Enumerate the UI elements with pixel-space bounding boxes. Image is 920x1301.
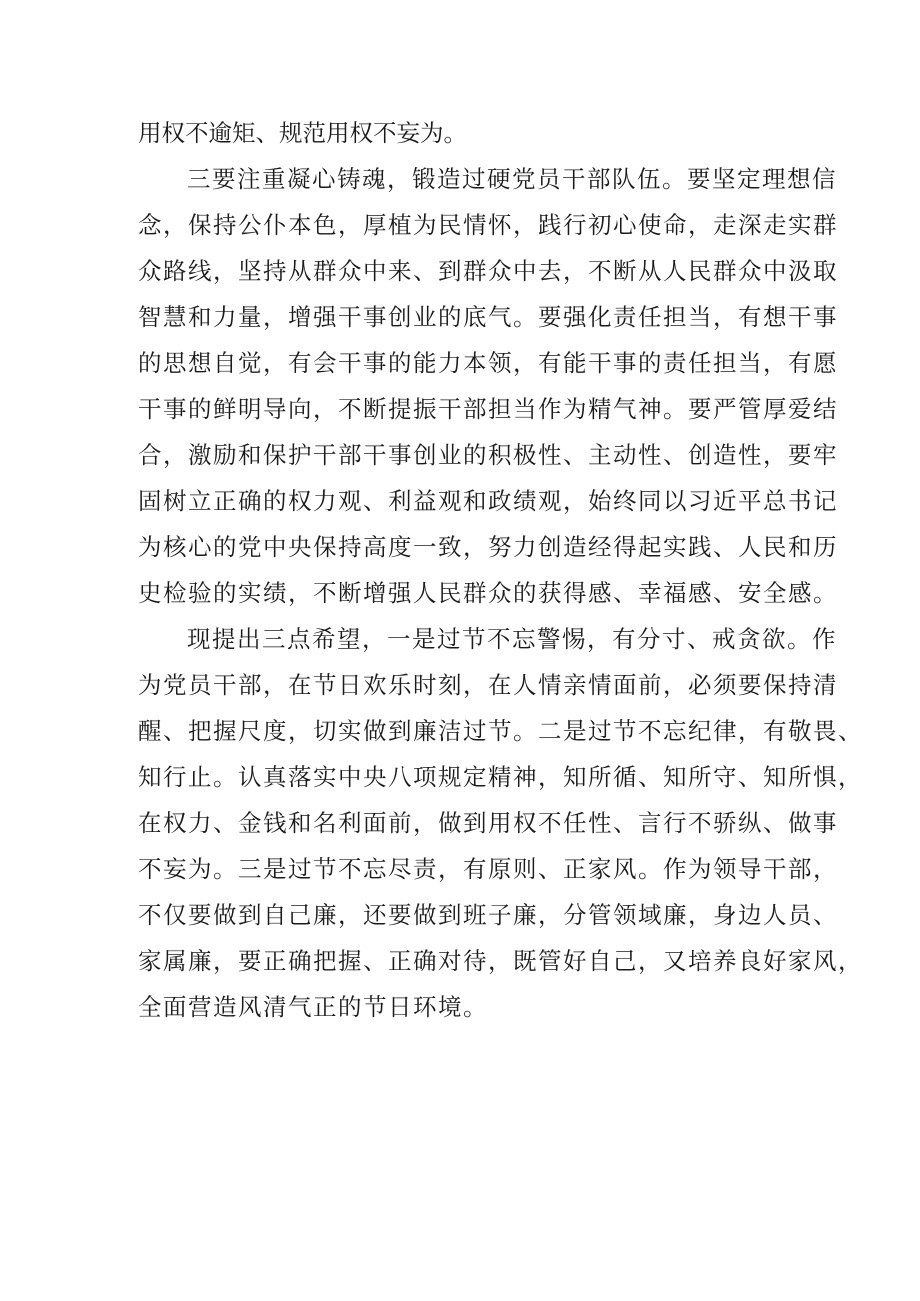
text-line — [0, 801, 920, 845]
line-text: 为核心的党中央保持高度一致，努力创造经得起实践、人民和历 — [138, 533, 838, 561]
line-text: 史检验的实绩，不断增强人民群众的获得感、幸福感、安全感。 — [138, 579, 838, 607]
text-line — [0, 663, 920, 707]
text-line — [0, 479, 920, 523]
line-text: 智慧和力量，增强干事创业的底气。要强化责任担当，有想干事 — [138, 303, 838, 331]
line-text: 为党员干部，在节日欢乐时刻，在人情亲情面前，必须要保持清 — [138, 671, 838, 699]
line-text: 不妄为。三是过节不忘尽责，有原则、正家风。作为领导干部， — [138, 855, 838, 883]
text-line — [0, 341, 920, 385]
text-line — [0, 525, 920, 569]
line-text: 用权不逾矩、规范用权不妄为。 — [138, 119, 467, 147]
text-line — [0, 571, 920, 615]
line-text: 在权力、金钱和名利面前，做到用权不任性、言行不骄纵、做事 — [138, 809, 838, 837]
text-line — [0, 387, 920, 431]
line-text: 三要注重凝心铸魂，锻造过硬党员干部队伍。要坚定理想信 — [187, 165, 837, 193]
text-line — [0, 617, 920, 661]
text-line — [0, 755, 920, 799]
line-text: 干事的鲜明导向，不断提振干部担当作为精气神。要严管厚爱结 — [138, 395, 838, 423]
text-line — [0, 157, 920, 201]
text-line — [0, 295, 920, 339]
line-text: 家属廉，要正确把握、正确对待，既管好自己，又培养良好家风， — [138, 947, 863, 975]
line-text: 不仅要做到自己廉，还要做到班子廉，分管领域廉，身边人员、 — [138, 901, 838, 929]
line-text: 合，激励和保护干部干事创业的积极性、主动性、创造性，要牢 — [138, 441, 838, 469]
text-line — [0, 709, 920, 753]
text-line — [0, 985, 920, 1029]
line-text: 念，保持公仆本色，厚植为民情怀，践行初心使命，走深走实群 — [138, 211, 838, 239]
text-line — [0, 111, 920, 155]
line-text: 众路线，坚持从群众中来、到群众中去，不断从人民群众中汲取 — [138, 257, 838, 285]
text-line — [0, 847, 920, 891]
line-text: 现提出三点希望，一是过节不忘警惕，有分寸、戒贪欲。作 — [187, 625, 837, 653]
text-line — [0, 433, 920, 477]
text-line — [0, 893, 920, 937]
text-line — [0, 249, 920, 293]
line-text: 醒、把握尺度，切实做到廉洁过节。二是过节不忘纪律，有敬畏、 — [138, 717, 863, 745]
line-text: 固树立正确的权力观、利益观和政绩观，始终同以习近平总书记 — [138, 487, 838, 515]
line-text: 的思想自觉，有会干事的能力本领，有能干事的责任担当，有愿 — [138, 349, 838, 377]
text-line — [0, 939, 920, 983]
text-line — [0, 203, 920, 247]
line-text: 全面营造风清气正的节日环境。 — [138, 993, 488, 1021]
line-text: 知行止。认真落实中央八项规定精神，知所循、知所守、知所惧， — [138, 763, 863, 791]
